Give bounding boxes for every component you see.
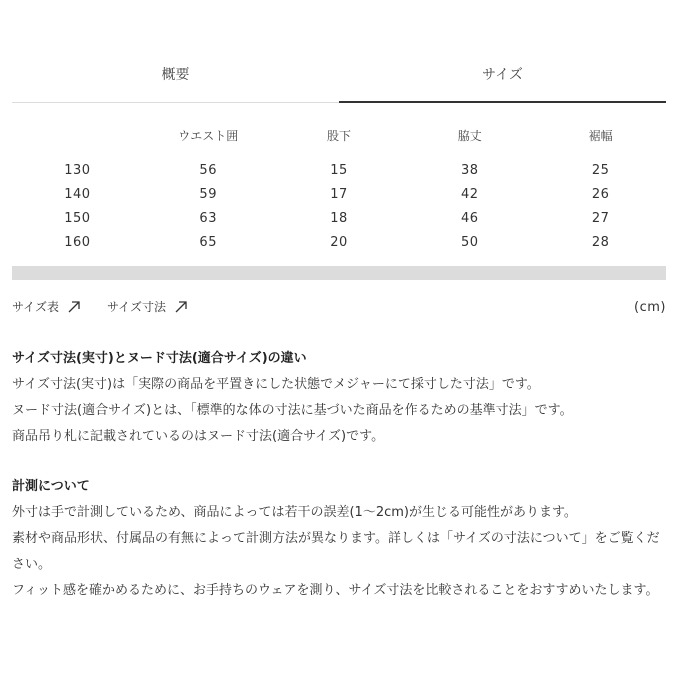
table-cell: 56	[199, 162, 217, 178]
table-cell: 27	[591, 210, 610, 226]
table-cell: 65	[199, 234, 217, 250]
table-cell: 63	[199, 210, 217, 226]
table-cell-size: 160	[64, 234, 91, 250]
difference-line: サイズ寸法(実寸)は「実際の商品を平置きにした状態でメジャーにて採寸した寸法」です。	[12, 377, 540, 392]
table-cell-size: 140	[64, 186, 91, 202]
arrow-up-right-icon	[174, 300, 188, 314]
size-links-row	[12, 298, 666, 320]
table-cell: 38	[461, 162, 479, 178]
column-header	[12, 120, 143, 158]
table-cell: 26	[591, 186, 610, 202]
tab-bar	[12, 52, 666, 103]
measurement-section-title: 計測について	[12, 479, 90, 494]
table-cell-size: 130	[64, 162, 91, 178]
measurement-section	[12, 474, 666, 604]
size-chart-link[interactable]	[12, 298, 81, 315]
table-cell: 42	[461, 186, 479, 202]
difference-line: ヌード寸法(適合サイズ)とは、「標準的な体の寸法に基づいた商品を作るための基準寸法」です。	[12, 403, 573, 418]
table-cell: 17	[330, 186, 348, 202]
difference-section	[12, 346, 666, 450]
size-table	[12, 120, 666, 254]
table-cell: 15	[330, 162, 348, 178]
arrow-up-right-icon	[67, 300, 81, 314]
table-cell-size: 150	[64, 210, 91, 226]
column-header-hem-width: 裾幅	[588, 128, 613, 143]
table-cell: 59	[199, 186, 217, 202]
horizontal-scrollbar[interactable]	[12, 266, 666, 280]
difference-line: 商品吊り札に記載されているのはヌード寸法(適合サイズ)です。	[12, 429, 385, 444]
tab-overview[interactable]: 概要	[161, 67, 190, 83]
size-dimensions-link-label: サイズ寸法	[107, 300, 167, 314]
unit-label: (cm)	[634, 300, 666, 315]
difference-section-title: サイズ寸法(実寸)とヌード寸法(適合サイズ)の違い	[12, 351, 307, 366]
table-row	[12, 230, 666, 254]
table-cell: 28	[591, 234, 610, 250]
measurement-line: フィット感を確かめるために、お手持ちのウェアを測り、サイズ寸法を比較されることをおすすめいたします。	[12, 583, 659, 598]
measurement-line: 素材や商品形状、付属品の有無によって計測方法が異なります。詳しくは「サイズの寸法について」をご覧ください。	[12, 531, 660, 572]
column-header-outseam: 脇丈	[457, 128, 482, 143]
size-chart-link-label: サイズ表	[12, 300, 60, 314]
size-dimensions-link[interactable]	[107, 298, 188, 315]
table-cell: 25	[591, 162, 610, 178]
column-header-inseam: 股下	[326, 128, 351, 143]
column-header-waist: ウエスト囲	[178, 128, 239, 143]
table-cell: 20	[330, 234, 348, 250]
table-header-row	[12, 120, 666, 158]
measurement-line: 外寸は手で計測しているため、商品によっては若干の誤差(1〜2cm)が生じる可能性があります。	[12, 505, 577, 520]
table-row	[12, 206, 666, 230]
table-row	[12, 182, 666, 206]
table-cell: 46	[461, 210, 479, 226]
table-cell: 50	[461, 234, 479, 250]
table-cell: 18	[330, 210, 348, 226]
table-row	[12, 158, 666, 182]
tab-size[interactable]: サイズ	[339, 52, 666, 102]
